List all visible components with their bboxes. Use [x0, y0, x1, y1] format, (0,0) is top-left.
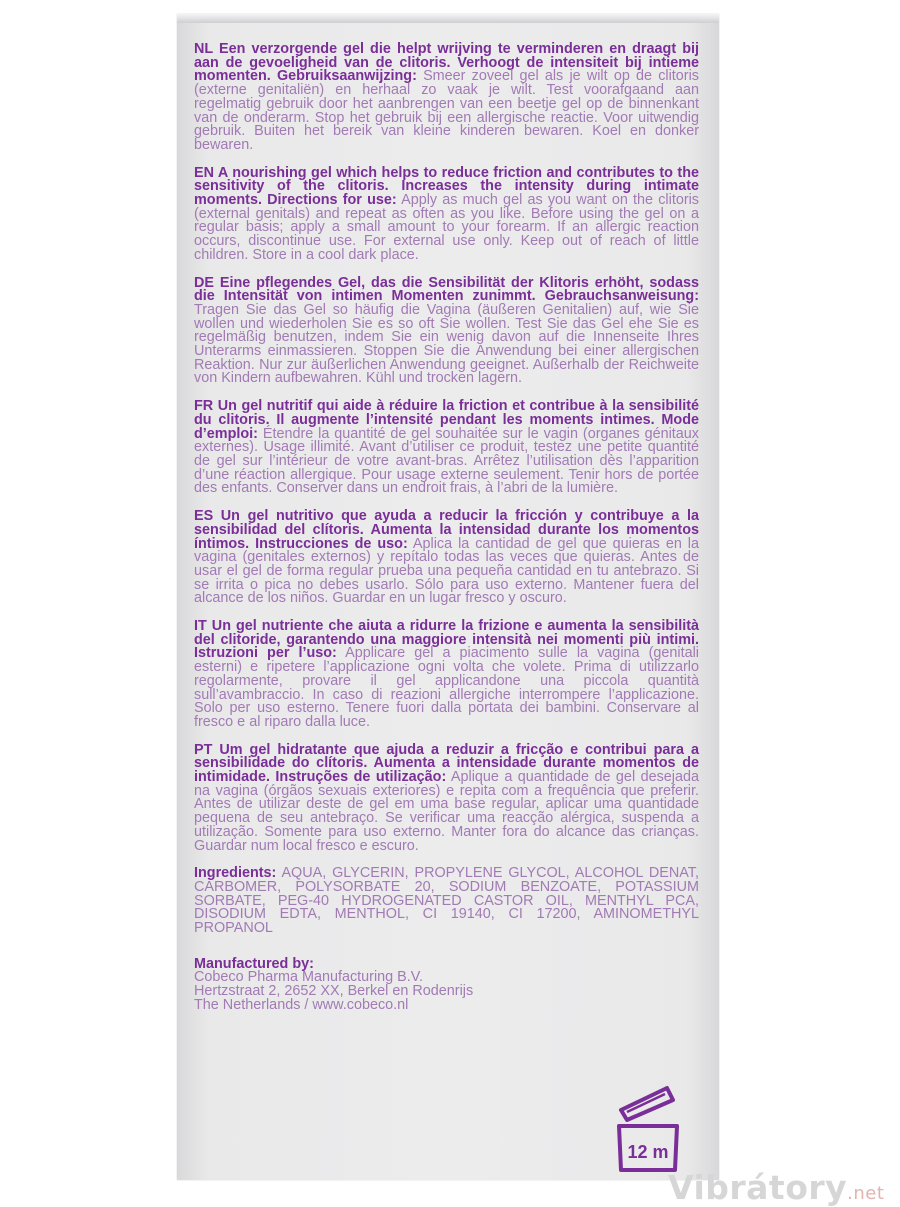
- section-heading: DE Eine pflegendes Gel, das die Sensibilität der Klitoris erhöht, sodass die Intensität von intimen Momenten zunimmt. Gebrauchsanweisung:: [194, 274, 699, 305]
- period-after-opening: [615, 1080, 681, 1172]
- package-back-panel: [177, 14, 719, 1180]
- section-pt: [194, 741, 699, 854]
- watermark-tld: .net: [847, 1183, 885, 1204]
- pao-label: 12 m: [627, 1142, 669, 1162]
- section-heading: ES Un gel nutritivo que ayuda a reducir la fricción y contribuye a la sensibilidad del clítoris. Aumenta la intensidad durante los momentos íntimos. Instrucciones de uso:: [194, 508, 699, 552]
- section-body: Tragen Sie das Gel so häufig die Vagina (äußeren Genitalien) auf, wie Sie wollen und wiederholen Sie es so oft Sie wollen. Test Sie das Gel ehe Sie es regelmäßig benutzen, indem Sie ein wenig davon auf die Innenseite Ihres Unterarms einmassieren. Stoppen Sie die Anwendung bei einer allergischen Reaktion. Nur zur äußerlichen Anwendung geeignet. Außerhalb der Reichweite von Kindern aufbewahren. Kühl und trocken lagern.: [194, 301, 699, 387]
- section-body: Aplique a quantidade de gel desejada na vagina (órgãos sexuais exteriores) e repita com a frequência que preferir. Antes de utilizar deste de gel em uma base regular, aplicar uma quantidade pequena de seu antebraço. Se verificar uma reacção alérgica, suspenda a utilização. Somente para uso externo. Manter fora do alcance das crianças. Guardar num local fresco e escuro.: [194, 769, 699, 854]
- manufacturer-address: Hertzstraat 2, 2652 XX, Berkel en Rodenrijs: [194, 983, 474, 1000]
- section-body: Apply as much gel as you want on the clitoris (external genitals) and repeat as often as you like. Before using the gel on a regular basis; apply a small amount to your forearm. If an allergic reaction occurs, discontinue use. For external use only. Keep out of reach of little children. Store in a cool dark place.: [194, 192, 700, 263]
- section-heading: NL Een verzorgende gel die helpt wrijving te verminderen en draagt bij aan de gevoeligheid van de clitoris. Verhoogt de intensiteit bij intieme momenten. Gebruiksaanwijzing:: [194, 41, 699, 85]
- section-heading: FR Un gel nutritif qui aide à réduire la friction et contribue à la sensibilité du clitoris. Il augmente l’intensité pendant les moments intimes. Mode d’emploi:: [194, 398, 699, 442]
- section-nl: [194, 43, 699, 153]
- ingredients-label: Ingredients:: [194, 865, 277, 882]
- watermark-brand: Vibrátory: [668, 1168, 848, 1207]
- section-heading: IT Un gel nutriente che aiuta a ridurre la frizione e aumenta la sensibilità del clitoride, garantendo una maggiore intensità nei momenti più intimi. Istruzioni per l’uso:: [194, 618, 699, 662]
- manufacturer-name: Cobeco Pharma Manufacturing B.V.: [194, 969, 424, 986]
- section-body: Applicare gel a piacimento sulle la vagina (genitali esterni) e ripetere l’applicazione ogni volta che volete. Prima di utilizzarlo regolarmente, provare il gel applicandone una piccola quantità sull’avambraccio. In caso di reazioni allergiche interrompere l’applicazione. Solo per uso esterno. Tenere fuori dalla portata dei bambini. Conservare al fresco e al riparo dalla luce.: [194, 645, 699, 730]
- section-body: Étendre la quantité de gel souhaitée sur le vagin (organes génitaux externes). Usage illimité. Avant d’utiliser ce produit, testez une petite quantité de gel sur l’intérieur de votre avant-bras. Arrêtez l’utilisation dès l’apparition d’une réaction allergique. Pour usage externe seulement. Tenir hors de portée des enfants. Conserver dans un endroit frais, à l’abri de la lumière.: [194, 425, 699, 497]
- section-fr: [194, 400, 699, 496]
- section-it: [194, 620, 699, 730]
- section-es: [194, 510, 699, 606]
- section-de: [194, 274, 699, 387]
- instructions-text: [194, 43, 699, 1013]
- watermark-logo: [668, 1168, 884, 1207]
- section-en: [194, 164, 700, 263]
- section-body: Smeer zoveel gel als je wilt op de clitoris (externe genitaliën) en herhaal zo vaak je wilt. Test voorafgaand aan regelmatig gebruik door het aanbrengen van een beetje gel op de binnenkant van de onderarm. Stop het gebruik bij een allergische reactie. Voor uitwendig gebruik. Buiten het bereik van kleine kinderen bewaren. Koel en donker bewaren.: [194, 68, 699, 153]
- manufacturer-info: [194, 955, 699, 1013]
- ingredients: [194, 867, 699, 936]
- box-top-flap: [177, 14, 719, 23]
- section-heading: EN A nourishing gel which helps to reduce friction and contributes to the sensitivity of the clitoris. Increases the intensity during intimate moments. Directions for use:: [194, 164, 699, 209]
- manufacturer-label: Manufactured by:: [194, 955, 314, 972]
- ingredients-list: AQUA, GLYCERIN, PROPYLENE GLYCOL, ALCOHOL DENAT, CARBOMER, POLYSORBATE 20, SODIUM BENZOATE, POTASSIUM SORBATE, PEG-40 HYDROGENATED CASTOR OIL, MENTHYL PCA, DISODIUM EDTA, MENTHOL, CI 19140, CI 17200, AMINOMETHYL PROPANOL: [194, 865, 699, 937]
- manufacturer-country-web: The Netherlands / www.cobeco.nl: [194, 996, 409, 1013]
- section-body: Aplica la cantidad de gel que quieras en la vagina (genitales externos) y repítalo todas las veces que quieras. Antes de usar el gel de forma regular prueba una pequeña cantidad en tu antebrazo. Si se irrita o pica no debes usarlo. Sólo para uso externo. Mantener fuera del alcance de los niños. Guardar en un lugar fresco y oscuro.: [194, 535, 699, 607]
- section-heading: PT Um gel hidratante que ajuda a reduzir a fricção e contribui para a sensibilidade do clítoris. Aumenta a intensidade durante momentos de intimidade. Instruções de utilização:: [194, 741, 699, 786]
